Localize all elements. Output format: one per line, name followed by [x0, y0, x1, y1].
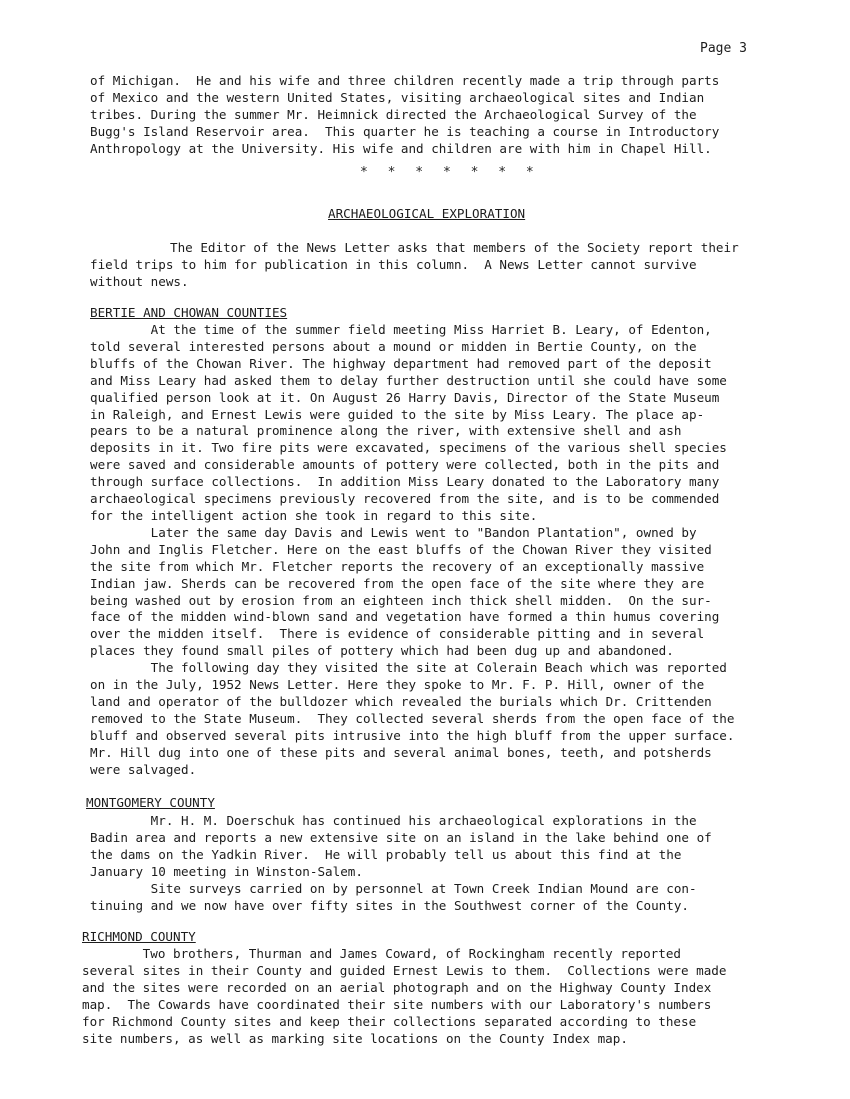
text-line: qualified person look at it. On August 26 Harry Davis, Director of the State Museum: [90, 389, 720, 405]
text-line: on in the July, 1952 News Letter. Here they spoke to Mr. F. P. Hill, owner of the: [90, 677, 705, 693]
text-line: places they found small piles of pottery which had been dug up and abandoned.: [90, 643, 674, 659]
text-line: Two brothers, Thurman and James Coward, of Rockingham recently reported: [82, 946, 681, 961]
text-line: tribes. During the summer Mr. Heimnick directed the Archaeological Survey of the: [90, 106, 697, 122]
text-line: told several interested persons about a mound or midden in Bertie County, on the: [90, 338, 697, 354]
text-line: site numbers, as well as marking site locations on the County Index map.: [82, 1030, 628, 1046]
richmond-heading: RICHMOND COUNTY: [82, 929, 196, 944]
page-number: Page 3: [700, 41, 747, 56]
text-line: for Richmond County sites and keep their collections separated according to these: [82, 1013, 697, 1029]
text-line: pears to be a natural prominence along the river, with extensive shell and ash: [90, 423, 682, 439]
text-line: land and operator of the bulldozer which revealed the burials which Dr. Crittenden: [90, 693, 712, 709]
text-line: over the midden itself. There is evidence of considerable pitting and in several: [90, 626, 705, 642]
bertie-chowan-section: [90, 322, 800, 778]
bertie-chowan-heading: BERTIE AND CHOWAN COUNTIES: [90, 305, 288, 320]
text-line: for the intelligent action she took in regard to this site.: [90, 507, 538, 523]
text-line: bluffs of the Chowan River. The highway department had removed part of the deposit: [90, 355, 712, 371]
intro-paragraph: [90, 73, 800, 158]
text-line: of Mexico and the western United States, visiting archaeological sites and Indian: [90, 89, 705, 105]
text-line: the dams on the Yadkin River. He will probably tell us about this find at the: [90, 846, 682, 862]
montgomery-section: [90, 813, 800, 914]
text-line: deposits in it. Two fire pits were excavated, specimens of the various shell species: [90, 440, 727, 456]
text-line: the site from which Mr. Fletcher reports the recovery of an exceptionally massive: [90, 558, 705, 574]
text-line: archaeological specimens previously recovered from the site, and is to be commended: [90, 491, 720, 507]
text-line: Later the same day Davis and Lewis went to "Bandon Plantation", owned by: [90, 524, 697, 540]
text-line: of Michigan. He and his wife and three children recently made a trip through parts: [90, 73, 720, 88]
text-line: January 10 meeting in Winston-Salem.: [90, 863, 363, 879]
text-line: Site surveys carried on by personnel at Town Creek Indian Mound are con-: [90, 880, 697, 896]
text-line: Mr. H. M. Doerschuk has continued his archaeological explorations in the: [90, 813, 697, 828]
editor-note: [90, 240, 800, 291]
text-line: The Editor of the News Letter asks that members of the Society report their: [170, 240, 739, 255]
text-line: through surface collections. In addition Miss Leary donated to the Laboratory many: [90, 474, 720, 490]
text-line: removed to the State Museum. They collected several sherds from the open face of the: [90, 710, 735, 726]
text-line: map. The Cowards have coordinated their site numbers with our Laboratory's numbers: [82, 996, 712, 1012]
richmond-section: [82, 946, 792, 1047]
text-line: being washed out by erosion from an eighteen inch thick shell midden. On the sur-: [90, 592, 712, 608]
text-line: without news.: [90, 273, 189, 289]
text-line: were saved and considerable amounts of pottery were collected, both in the pits and: [90, 457, 720, 473]
separator-stars: * * * * * * *: [360, 165, 540, 180]
text-line: several sites in their County and guided Ernest Lewis to them. Collections were made: [82, 962, 727, 978]
text-line: Bugg's Island Reservoir area. This quarter he is teaching a course in Introductory: [90, 123, 720, 139]
text-line: Anthropology at the University. His wife and children are with him in Chapel Hill.: [90, 140, 712, 156]
text-line: Indian jaw. Sherds can be recovered from the open face of the site where they are: [90, 575, 705, 591]
text-line: field trips to him for publication in this column. A News Letter cannot survive: [90, 256, 697, 272]
text-line: in Raleigh, and Ernest Lewis were guided to the site by Miss Leary. The place ap-: [90, 406, 705, 422]
text-line: Mr. Hill dug into one of these pits and several animal bones, teeth, and potsherds: [90, 744, 712, 760]
text-line: John and Inglis Fletcher. Here on the east bluffs of the Chowan River they visited: [90, 541, 712, 557]
section-title: ARCHAEOLOGICAL EXPLORATION: [328, 206, 526, 221]
text-line: At the time of the summer field meeting Miss Harriet B. Leary, of Edenton,: [90, 322, 712, 337]
text-line: were salvaged.: [90, 761, 197, 777]
text-line: and Miss Leary had asked them to delay further destruction until she could have some: [90, 372, 727, 388]
text-line: The following day they visited the site at Colerain Beach which was reported: [90, 660, 727, 676]
text-line: and the sites were recorded on an aerial photograph and on the Highway County Index: [82, 979, 712, 995]
text-line: Badin area and reports a new extensive site on an island in the lake behind one of: [90, 829, 712, 845]
montgomery-heading: MONTGOMERY COUNTY: [86, 795, 215, 810]
text-line: face of the midden wind-blown sand and vegetation have formed a thin humus covering: [90, 609, 720, 625]
text-line: tinuing and we now have over fifty sites in the Southwest corner of the County.: [90, 897, 689, 913]
text-line: bluff and observed several pits intrusive into the high bluff from the upper surface.: [90, 727, 735, 743]
